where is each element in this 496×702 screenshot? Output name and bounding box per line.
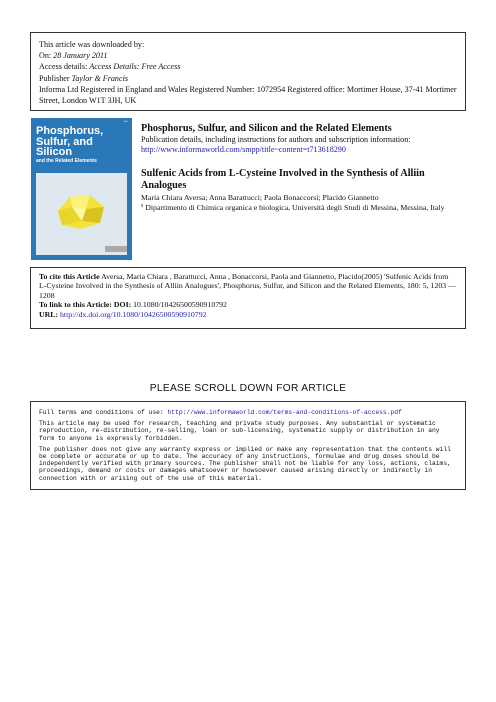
cite-label: To cite this Article — [39, 272, 100, 281]
cover-illustration-panel — [36, 173, 127, 255]
terms-intro-text: Full terms and conditions of use: — [39, 409, 168, 416]
scroll-notice: PLEASE SCROLL DOWN FOR ARTICLE — [149, 383, 347, 394]
authors-block — [141, 193, 466, 213]
doi-url-link[interactable]: http://dx.doi.org/10.1080/10426500590910792 — [58, 309, 207, 319]
journal-details: Publication details, including instructions for authors and subscription information: — [141, 135, 411, 144]
doi-line — [39, 300, 457, 309]
download-date-line — [39, 50, 457, 61]
terms-paragraph-1: This article may be used for research, teaching and private study purposes. Any substantial or systematic reproduction, re-distribution, re-selling, loan or sub-licensing, systematic supply or distribution in any form to anyone is expressly forbidden. — [39, 420, 440, 442]
access-details-line — [39, 61, 457, 72]
journal-title: Phosphorus, Sulfur, and Silicon and the Related Elements — [141, 123, 392, 134]
journal-info — [141, 123, 466, 155]
article-title: Sulfenic Acids from L-Cysteine Involved in the Synthesis of Alliin Analogues — [141, 168, 425, 191]
terms-url-link[interactable]: http://www.informaworld.com/terms-and-conditions-of-access.pdf — [167, 409, 402, 416]
cite-paragraph — [39, 272, 457, 300]
publisher-value: Taylor & Francis — [71, 73, 128, 83]
downloaded-by-line: This article was downloaded by: — [39, 40, 145, 49]
terms-box — [30, 401, 466, 490]
access-label: Access details: — [39, 62, 90, 72]
access-value: Access Details: Free Access — [89, 62, 181, 72]
author-list: Maria Chiara Aversa; Anna Barattucci; Paola Bonaccorsi; Placido Giannetto — [141, 193, 379, 202]
cover-title: Phosphorus, Sulfur, and Silicon — [36, 125, 104, 158]
doi-label: To link to this Article: DOI: — [39, 300, 132, 310]
crystal-illustration — [50, 193, 108, 231]
publisher-label: Publisher — [39, 73, 72, 83]
citation-box — [30, 267, 466, 329]
affiliation — [141, 203, 466, 213]
registration-text: Informa Ltd Registered in England and Wales Registered Number: 1072954 Registered office: Mortimer House, 37-41 Mortimer Street, London W1T 3JH, UK — [39, 84, 457, 106]
cover-subtitle: and the Related Elements — [36, 158, 97, 164]
publisher-line — [39, 73, 457, 84]
on-value: 28 January 2011 — [53, 51, 108, 61]
journal-cover-image — [31, 118, 132, 260]
url-label: URL: — [39, 309, 59, 319]
doi-value: 10.1080/10426500590910792 — [131, 300, 227, 310]
cover-issn-mark: ▪▪▪▪▪ — [123, 120, 128, 123]
publisher-logo — [105, 246, 127, 252]
terms-intro — [39, 409, 457, 416]
cite-text: Aversa, Maria Chiara , Barattucci, Anna , Bonaccorsi, Paola and Giannetto, Placido(2005) 'Sulfenic Acids from L-Cysteine Involved in the Synthesis of Alliin Analogues', Phosphorus, Sulfur, and Silicon and the Related Elements, 180: 5, 1203 — 1208 — [39, 272, 456, 300]
on-label: On: — [39, 51, 54, 61]
terms-paragraph-2: The publisher does not give any warranty express or implied or make any representation that the contents will be complete or accurate or up to date. The accuracy of any instructions, formulae and drug doses should be independently verified with primary sources. The publisher shall not be liable for any loss, actions, claims, proceedings, demand or costs or damages whatsoever or howsoever caused arising directly or indirectly in connection with or arising out of the use of this material. — [39, 445, 451, 482]
url-line — [39, 310, 457, 319]
journal-url-link[interactable]: http://www.informaworld.com/smpp/title~content=t713618290 — [141, 144, 346, 154]
affiliation-mark: a — [141, 203, 144, 209]
affiliation-text: Dipartimento di Chimica organica e biologica, Università degli Studi di Messina, Messina, Italy — [145, 202, 445, 212]
download-info-box — [30, 32, 466, 111]
